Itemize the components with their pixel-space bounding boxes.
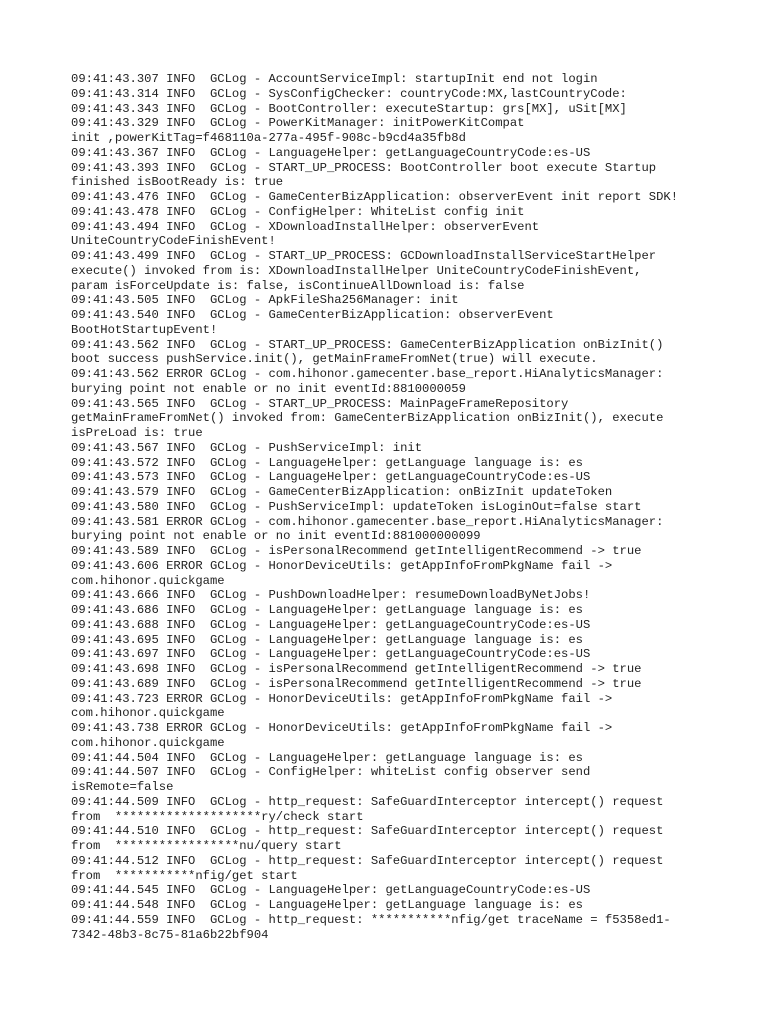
log-line: burying point not enable or no init eventId:8810000059 bbox=[71, 381, 466, 396]
log-line: 09:41:43.698 INFO GCLog - isPersonalRecommend getIntelligentRecommend -> true bbox=[71, 662, 642, 676]
log-line: 09:41:43.695 INFO GCLog - LanguageHelper: getLanguage language is: es bbox=[71, 632, 583, 647]
log-line: 09:41:43.367 INFO GCLog - LanguageHelper: getLanguageCountryCode:es-US bbox=[71, 145, 591, 160]
log-line: 09:41:44.559 INFO GCLog - http_request: ***********nfig/get traceName = f5358ed1- bbox=[71, 912, 671, 927]
log-line: 09:41:43.666 INFO GCLog - PushDownloadHelper: resumeDownloadByNetJobs! bbox=[71, 588, 591, 603]
log-line: 09:41:43.723 ERROR GCLog - HonorDeviceUtils: getAppInfoFromPkgName fail -> bbox=[71, 691, 613, 706]
log-line: com.hihonor.quickgame bbox=[71, 735, 225, 750]
log-line: 09:41:44.545 INFO GCLog - LanguageHelper: getLanguageCountryCode:es-US bbox=[71, 883, 591, 898]
log-line: 09:41:43.307 INFO GCLog - AccountServiceImpl: startupInit end not login bbox=[71, 72, 598, 86]
log-line: burying point not enable or no init eventId:881000000099 bbox=[71, 529, 481, 544]
log-line: getMainFrameFromNet() invoked from: GameCenterBizApplication onBizInit(), execute bbox=[71, 411, 664, 426]
log-line: com.hihonor.quickgame bbox=[71, 573, 225, 588]
log-line: 09:41:44.504 INFO GCLog - LanguageHelper: getLanguage language is: es bbox=[71, 750, 583, 765]
log-line: BootHotStartupEvent! bbox=[71, 322, 218, 337]
log-line: 09:41:43.562 INFO GCLog - START_UP_PROCESS: GameCenterBizApplication onBizInit() bbox=[71, 337, 664, 352]
log-line: 09:41:44.510 INFO GCLog - http_request: SafeGuardInterceptor intercept() request bbox=[71, 824, 664, 839]
log-line: from ********************ry/check start bbox=[71, 809, 364, 824]
log-line: 09:41:43.686 INFO GCLog - LanguageHelper: getLanguage language is: es bbox=[71, 603, 583, 617]
log-line: finished isBootReady is: true bbox=[71, 175, 284, 190]
log-line: 09:41:43.314 INFO GCLog - SysConfigChecker: countryCode:MX,lastCountryCode: bbox=[71, 86, 627, 101]
log-line: from ***********nfig/get start bbox=[71, 868, 298, 883]
log-line: 09:41:43.580 INFO GCLog - PushServiceImpl: updateToken isLoginOut=false start bbox=[71, 499, 642, 514]
log-line: 09:41:43.505 INFO GCLog - ApkFileSha256Manager: init bbox=[71, 293, 459, 308]
log-line: 09:41:43.567 INFO GCLog - PushServiceImpl: init bbox=[71, 440, 423, 455]
log-line: UniteCountryCodeFinishEvent! bbox=[71, 234, 276, 249]
log-line: com.hihonor.quickgame bbox=[71, 706, 225, 721]
log-line: 09:41:43.689 INFO GCLog - isPersonalRecommend getIntelligentRecommend -> true bbox=[71, 676, 642, 691]
log-line: 09:41:43.697 INFO GCLog - LanguageHelper: getLanguageCountryCode:es-US bbox=[71, 647, 591, 662]
log-line: 09:41:43.329 INFO GCLog - PowerKitManager: initPowerKitCompat bbox=[71, 116, 525, 131]
log-line: from *****************nu/query start bbox=[71, 839, 342, 853]
log-line: 09:41:43.572 INFO GCLog - LanguageHelper: getLanguage language is: es bbox=[71, 455, 583, 470]
log-line: isRemote=false bbox=[71, 780, 174, 794]
log-line: isPreLoad is: true bbox=[71, 426, 203, 440]
log-text-block bbox=[71, 72, 711, 942]
log-line: 09:41:43.579 INFO GCLog - GameCenterBizApplication: onBizInit updateToken bbox=[71, 485, 613, 499]
log-line: 09:41:43.573 INFO GCLog - LanguageHelper: getLanguageCountryCode:es-US bbox=[71, 470, 591, 485]
log-line: 09:41:43.343 INFO GCLog - BootController: executeStartup: grs[MX], uSit[MX] bbox=[71, 101, 627, 116]
log-line: 09:41:43.540 INFO GCLog - GameCenterBizApplication: observerEvent bbox=[71, 308, 554, 322]
log-line: 09:41:44.548 INFO GCLog - LanguageHelper: getLanguage language is: es bbox=[71, 898, 583, 912]
log-line: 09:41:43.478 INFO GCLog - ConfigHelper: WhiteList config init bbox=[71, 204, 525, 219]
log-line: 09:41:44.512 INFO GCLog - http_request: SafeGuardInterceptor intercept() request bbox=[71, 853, 664, 868]
log-line: 09:41:44.509 INFO GCLog - http_request: SafeGuardInterceptor intercept() request bbox=[71, 794, 664, 809]
log-line: execute() invoked from is: XDownloadInstallHelper UniteCountryCodeFinishEvent, bbox=[71, 263, 642, 278]
log-line: 09:41:43.494 INFO GCLog - XDownloadInstallHelper: observerEvent bbox=[71, 219, 540, 234]
log-line: 09:41:43.688 INFO GCLog - LanguageHelper: getLanguageCountryCode:es-US bbox=[71, 617, 591, 632]
log-line: init ,powerKitTag=f468110a-277a-495f-908c-b9cd4a35fb8d bbox=[71, 131, 466, 145]
log-line: boot success pushService.init(), getMainFrameFromNet(true) will execute. bbox=[71, 352, 598, 367]
log-line: 09:41:43.589 INFO GCLog - isPersonalRecommend getIntelligentRecommend -> true bbox=[71, 544, 642, 558]
log-line: 09:41:43.476 INFO GCLog - GameCenterBizApplication: observerEvent init report SDK! bbox=[71, 190, 679, 204]
log-line: 09:41:43.499 INFO GCLog - START_UP_PROCESS: GCDownloadInstallServiceStartHelper bbox=[71, 249, 657, 263]
log-line: 09:41:43.393 INFO GCLog - START_UP_PROCESS: BootController boot execute Startup bbox=[71, 160, 657, 175]
log-line: 09:41:44.507 INFO GCLog - ConfigHelper: whiteList config observer send bbox=[71, 765, 591, 780]
log-line: 09:41:43.581 ERROR GCLog - com.hihonor.gamecenter.base_report.HiAnalyticsManager: bbox=[71, 514, 664, 529]
log-line: 09:41:43.565 INFO GCLog - START_UP_PROCESS: MainPageFrameRepository bbox=[71, 396, 569, 411]
log-line: 7342-48b3-8c75-81a6b22bf904 bbox=[71, 927, 269, 942]
log-line: 09:41:43.738 ERROR GCLog - HonorDeviceUtils: getAppInfoFromPkgName fail -> bbox=[71, 721, 613, 735]
log-line: param isForceUpdate is: false, isContinueAllDownload is: false bbox=[71, 278, 525, 293]
log-line: 09:41:43.562 ERROR GCLog - com.hihonor.gamecenter.base_report.HiAnalyticsManager: bbox=[71, 367, 664, 381]
log-line: 09:41:43.606 ERROR GCLog - HonorDeviceUtils: getAppInfoFromPkgName fail -> bbox=[71, 558, 613, 573]
